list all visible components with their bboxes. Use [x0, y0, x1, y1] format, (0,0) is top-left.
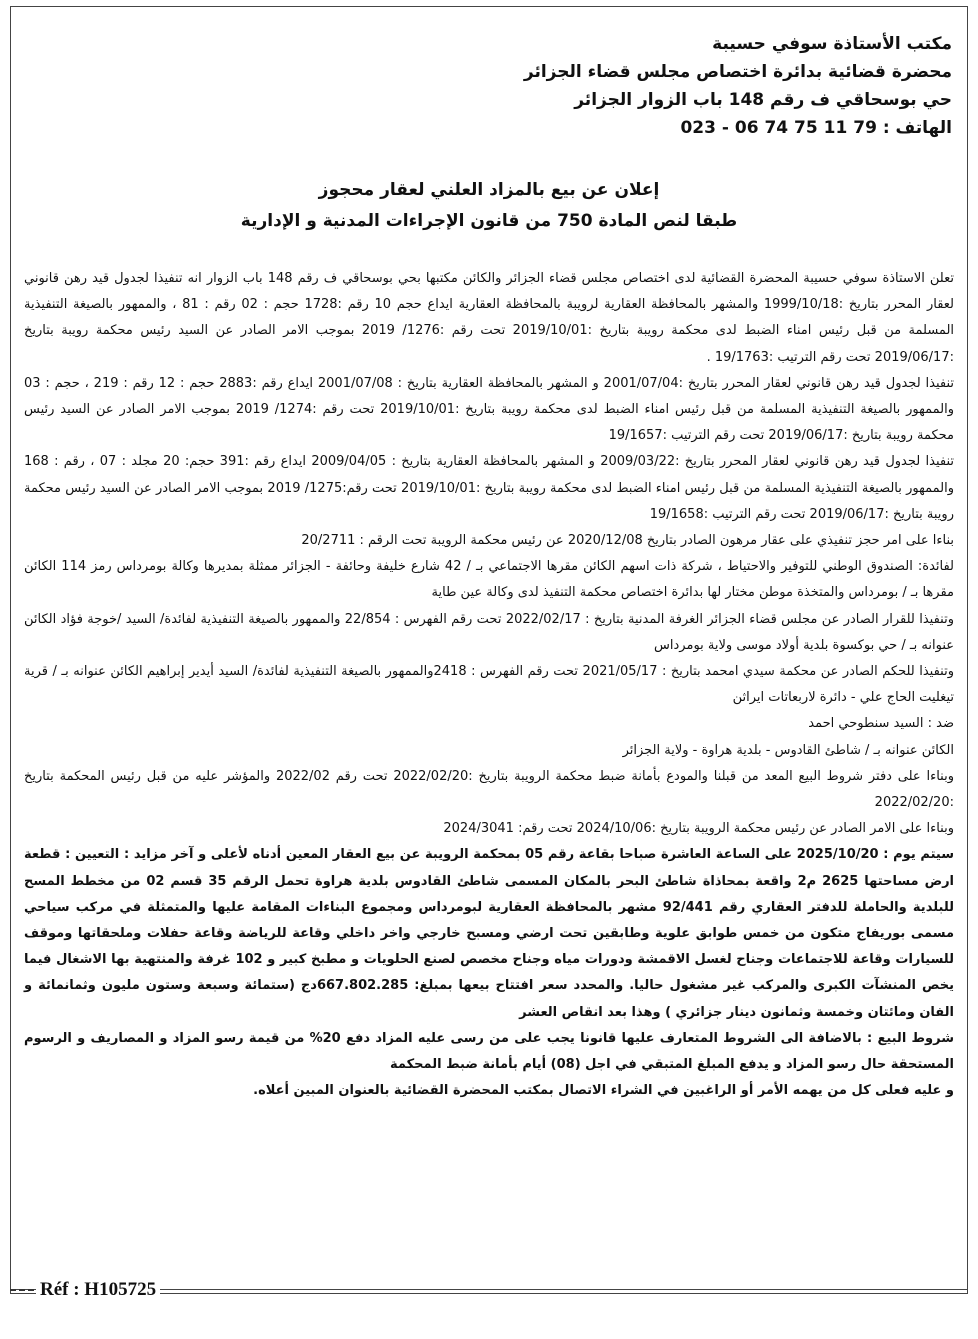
office-title: محضرة قضائية بدائرة اختصاص مجلس قضاء الجزائر	[523, 62, 952, 82]
reference-number: Réf : H105725	[36, 1278, 160, 1302]
paragraph-mortgage-2: تنفيذا لجدول قيد رهن قانوني لعقار المحرر بتاريخ :2001/07/04 و المشهر بالمحافظة العقارية بتاريخ : 2001/07/08 ايداع رقم :2883 حجم : 12 رقم : 219 ، حجم : 03 والممهور بالصيغة التنفيذية المسلمة من قبل رئيس امناء الضبط لدى محكمة رويبة بتاريخ :2019/10/01 تحت رقم :1274/ 2019 بموجب الامر الصادر عن السيد رئيس محكمة رويبة بتاريخ :2019/06/17 تحت رقم الترتيب :19/1657	[24, 375, 955, 444]
paragraph-sale-terms: شروط البيع : بالاضافة الى الشروط المتعارف عليها قانونا يجب على من رسى عليه المزاد دفع 20% من قيمة رسو المزاد و المصاريف و الرسوم المستحقة حال رسو المزاد و يدفع المبلغ المتبقي في اجل (08) أيام بأمانة ضبط المحكمة	[24, 1030, 954, 1073]
announcement-body	[24, 266, 954, 1105]
announcement-titles	[0, 175, 978, 237]
footer-dash	[10, 1289, 34, 1291]
office-phone: الهاتف : 79 11 75 74 06 - 023	[680, 118, 952, 138]
paragraph-court-decision: وتنفيذا للقرار الصادر عن مجلس قضاء الجزائر الغرفة المدنية بتاريخ : 2022/02/17 تحت رقم الفهرس : 22/854 والممهور بالصيغة التنفيذية لفائدة/ السيد /خوجة فؤاد الكائن عنوانه بـ / حي بوكسوة بلدية أولاد موسى ولاية بومرداس	[24, 611, 954, 653]
paragraph-intro: تعلن الاستاذة سوفي حسيبة المحضرة القضائية لدى اختصاص مجلس قضاء الجزائر والكائن مكتبها بحي بوسحاقي ف رقم 148 باب الزوار انه تنفيذا لجدول قيد رهن قانوني لعقار المحرر بتاريخ :1999/10/18 والمشهر بالمحافظة العقارية لرويبة بالمحافظة العقارية ايداع حجم 10 رقم :1728 حجم : 02 رقم : 81 ، والممهور بالصيغة التنفيذية المسلمة من قبل رئيس امناء الضبط لدى محكمة رويبة بتاريخ :2019/10/01 تحت رقم :1276/ 2019 بموجب الامر الصادر عن السيد رئيس محكمة رويبة بتاريخ :2019/06/17 تحت رقم الترتيب :19/1763 .	[24, 271, 955, 365]
announcement-title: إعلان عن بيع بالمزاد العلني لعقار محجوز	[318, 180, 660, 200]
reference-footer	[10, 1278, 968, 1302]
paragraph-contact: و عليه فعلى كل من يهمه الأمر أو الراغبين في الشراء الاتصال بمكتب المحضرة القضائية بالعنوان المبين أعلاه.	[253, 1083, 954, 1099]
paragraph-sale-details: سيتم يوم : 2025/10/20 على الساعة العاشرة صباحا بقاعة رقم 05 بمحكمة الرويبة عن بيع العقار المعين أدناه لأعلى و آخر مزايد : التعيين : قطعة ارض مساحتها 2625 م2 واقعة بمحاذاة شاطئ البحر بالمكان المسمى شاطئ القادوس بلدية هراوة تحمل الرقم 35 قسم 02 من مخطط المسح للبلدية والحاملة للدفتر العقاري رقم 92/441 مشهر بالمحافظة العقارية لبومرداس ومجموع البناءات المقامة عليها والمتمثلة في مركب سياحي مسمى بوريفاج متكون من خمس طوابق علوية وطابقين تحت ارضي ومسبح خارجي واخر داخلي وقاعة للرياضة وقاعة حفلات وملحقاتها وموقف للسيارات وقاعة للاجتماعات وجناح لغسل الاقمشة ودورات مياه وجناح مخصص لصنع الحلويات و مطبخ كبير و 102 غرفة والمنتهية بها الاشغال فيما يخص المنشآت الكبرى والمركب غير مشغول حاليا. والمحدد سعر افتتاح بيعها بمبلغ: 667.802.285دج (ستمائة وسبعة وستون مليون وثمانمائة و الفان ومائتان وخمسة وثمانون دينار جزائري ) وهذا بعد انقاص العشر	[24, 847, 955, 1020]
paragraph-beneficiary: لفائدة: الصندوق الوطني للتوفير والاحتياط ، شركة ذات اسهم الكائن مقرها الاجتماعي بـ / 42 شارع خليفة وحائفة - الجزائر ممثلة بمديرها وكالة بومرداس رمز 114 الكائن مقرها بـ / بومرداس والمتخذة موطن مختار لها بدائرة اختصاص محكمة التنفيذ لدى وكالة عين طاية	[24, 559, 955, 601]
office-header	[312, 30, 952, 142]
paragraph-president-order: وبناءا على الامر الصادر عن رئيس محكمة الرويبة بتاريخ :2024/10/06 تحت رقم: 2024/3041	[443, 821, 954, 837]
paragraph-mortgage-3: تنفيذا لجدول قيد رهن قانوني لعقار المحرر بتاريخ :2009/03/22 و المشهر بالمحافظة العقارية بتاريخ : 2009/04/05 ايداع رقم :391 حجم: 20 مجلد : 07 ، رقم : 168 والممهور بالصيغة التنفيذية المسلمة من قبل رئيس امناء الضبط لدى محكمة رويبة بتاريخ :2019/10/01 تحت رقم:1275/ 2019 بموجب الامر الصادر عن السيد رئيس محكمة رويبة بتاريخ :2019/06/17 تحت رقم الترتيب :19/1658	[24, 454, 954, 522]
paragraph-conditions-book: وبناءا على دفتر شروط البيع المعد من قبلنا والمودع بأمانة ضبط محكمة الرويبة بتاريخ :2022/02/20 تحت رقم 2022/02 والمؤشر عليه من قبل رئيس المحكمة بتاريخ :2022/02/20	[24, 768, 954, 811]
paragraph-debtor-address: الكائن عنوانه بـ / شاطئ القادوس - بلدية هراوة - ولاية الجزائر	[622, 742, 954, 758]
office-name: مكتب الأستاذة سوفي حسيبة	[712, 34, 952, 54]
paragraph-seizure-order: بناءا على امر حجز تنفيذي على عقار مرهون الصادر بتاريخ 2020/12/08 عن رئيس محكمة الرويبة تحت الرقم : 20/2711	[301, 533, 954, 549]
paragraph-judgment: وتنفيذا للحكم الصادر عن محكمة سيدي امحمد بتاريخ : 2021/05/17 تحت رقم الفهرس : 2418والممهور بالصيغة التنفيذية لفائدة/ السيد أيدير إبراهيم الكائن عنوانه بـ / قرية تيغليت الحاج علي - دائرة لاربعاتات ايراثن	[24, 664, 954, 706]
office-address: حي بوسحاقي ف رقم 148 باب الزوار الجزائر	[574, 90, 952, 110]
paragraph-against: ضد : السيد سنطوحي احمد	[808, 716, 954, 732]
announcement-subtitle: طبقا لنص المادة 750 من قانون الإجراءات المدنية و الإدارية	[240, 211, 738, 231]
